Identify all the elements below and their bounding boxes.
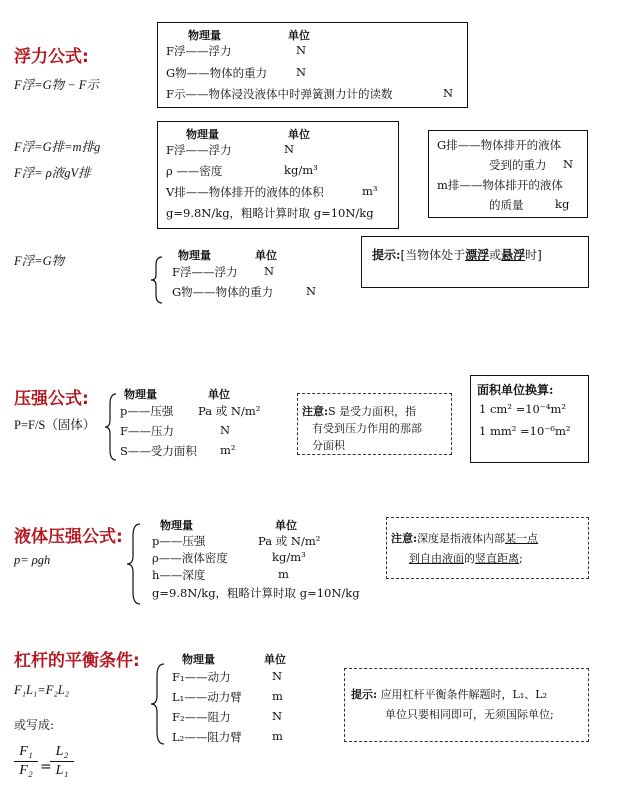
row-quantity: F₁——动力: [172, 670, 231, 684]
header-unit: 单位: [275, 519, 297, 532]
area-conversion-title: 面积单位换算:: [477, 383, 554, 397]
depth-note-line-2: 到自由液面的竖直距离;: [409, 552, 523, 565]
brace-icon: [126, 522, 142, 606]
row-quantity: F浮——浮力: [166, 44, 232, 58]
formula-liquid-pressure: p= ρgh: [14, 553, 51, 567]
row-unit: m³: [362, 184, 378, 198]
row-quantity: L₂——阻力臂: [172, 730, 242, 744]
row-quantity: F₂——阻力: [172, 710, 231, 724]
displaced-mass-line-2: 的质量: [489, 198, 524, 212]
row-unit: m²: [220, 443, 236, 457]
displaced-weight-line-2: 受到的重力: [489, 158, 547, 172]
formula-buoyancy-floating: F浮=G物: [14, 254, 65, 268]
fraction-force: F₁ F₂: [14, 744, 38, 779]
row-quantity: p——压强: [120, 404, 174, 418]
pressure-note-line-3: 分面积: [312, 439, 345, 452]
row-unit: N: [563, 157, 574, 171]
row-quantity: G物——物体的重力: [172, 285, 274, 299]
gravity-constant: g=9.8N/kg，粗略计算时取 g=10N/kg: [166, 206, 374, 220]
row-unit: N: [272, 669, 283, 683]
depth-note: 注意:深度是指液体内部某一点: [391, 532, 539, 545]
row-unit: kg/m³: [284, 163, 318, 177]
pressure-note-box: [297, 393, 452, 455]
liquid-pressure-title: 液体压强公式:: [14, 527, 123, 547]
header-unit: 单位: [288, 29, 310, 42]
lever-tip: 提示: 应用杠杆平衡条件解题时，L₁、L₂: [351, 688, 547, 701]
row-unit: m: [272, 729, 283, 743]
header-unit: 单位: [208, 388, 230, 401]
displaced-mass-line: m排——物体排开的液体: [437, 178, 563, 192]
header-unit: 单位: [288, 128, 310, 141]
row-unit: Pa 或 N/m²: [258, 534, 321, 548]
row-quantity: F示——物体浸没液体中时弹簧测力计的读数: [166, 87, 393, 101]
header-quantity: 物理量: [178, 249, 211, 262]
row-unit: N: [296, 43, 307, 57]
row-quantity: F浮——浮力: [166, 143, 232, 157]
formula-buoyancy-density: F浮= ρ液gV排: [14, 166, 91, 180]
floating-tip-box: [361, 236, 589, 288]
header-unit: 单位: [255, 249, 277, 262]
row-unit: m: [272, 689, 283, 703]
row-unit: N: [296, 65, 307, 79]
buoyancy-title: 浮力公式:: [14, 47, 89, 67]
row-quantity: G物——物体的重力: [166, 66, 268, 80]
buoyancy-quantity-box-1: [157, 22, 468, 108]
row-unit: N: [264, 264, 275, 278]
area-conversion-mm: 1 mm² =10⁻⁶m²: [479, 424, 571, 438]
header-unit: 单位: [264, 653, 286, 666]
row-quantity: p——压强: [152, 534, 206, 548]
gravity-constant: g=9.8N/kg，粗略计算时取 g=10N/kg: [152, 586, 360, 600]
header-quantity: 物理量: [124, 388, 157, 401]
lever-tip-box: [344, 668, 589, 742]
brace-icon: [104, 392, 118, 462]
row-unit: N: [306, 284, 317, 298]
displaced-weight-line: G排——物体排开的液体: [437, 138, 562, 152]
row-quantity: S——受力面积: [120, 444, 197, 458]
row-quantity: ρ——液体密度: [152, 551, 228, 565]
row-unit: kg: [555, 197, 570, 211]
row-unit: kg/m³: [272, 550, 306, 564]
pressure-title: 压强公式:: [14, 389, 89, 409]
alt-form-label: 或写成:: [14, 718, 55, 732]
fraction-arm: L₂ L₁: [50, 744, 74, 779]
row-quantity: h——深度: [152, 568, 206, 582]
row-unit: N: [272, 709, 283, 723]
area-conversion-box: [470, 375, 589, 463]
formula-buoyancy-weight-diff: F浮=G物 − F示: [14, 78, 99, 92]
header-quantity: 物理量: [160, 519, 193, 532]
header-quantity: 物理量: [186, 128, 219, 141]
brace-icon: [150, 255, 164, 305]
fraction-equals: =: [40, 759, 52, 775]
lever-tip-line-2: 单位只要相同即可，无须国际单位;: [385, 708, 554, 721]
row-quantity: L₁——动力臂: [172, 690, 242, 704]
displaced-liquid-box: [428, 130, 588, 218]
brace-icon: [150, 662, 166, 746]
row-quantity: F浮——浮力: [172, 265, 238, 279]
header-quantity: 物理量: [182, 653, 215, 666]
area-conversion-cm: 1 cm² =10⁻⁴m²: [479, 402, 567, 416]
row-unit: m: [278, 567, 289, 581]
row-quantity: ρ ——密度: [166, 164, 223, 178]
buoyancy-quantity-box-2: [157, 121, 399, 229]
formula-lever: F₁L₁=F₂L₂: [14, 683, 69, 697]
formula-buoyancy-displaced: F浮=G排=m排g: [14, 140, 101, 154]
depth-note-box: [386, 517, 589, 579]
formula-pressure-solid: P=F/S（固体）: [14, 418, 96, 432]
row-unit: N: [443, 86, 454, 100]
row-quantity: V排——物体排开的液体的体积: [166, 185, 324, 199]
row-unit: Pa 或 N/m²: [198, 404, 261, 418]
header-quantity: 物理量: [188, 29, 221, 42]
row-unit: N: [284, 142, 295, 156]
pressure-note-line-2: 有受到压力作用的那部: [312, 422, 422, 435]
floating-tip: 提示:[当物体处于漂浮或悬浮时]: [372, 248, 542, 262]
pressure-note: 注意:S 是受力面积，指: [302, 405, 417, 418]
lever-title: 杠杆的平衡条件:: [14, 651, 140, 671]
row-unit: N: [220, 423, 231, 437]
row-quantity: F——压力: [120, 424, 174, 438]
